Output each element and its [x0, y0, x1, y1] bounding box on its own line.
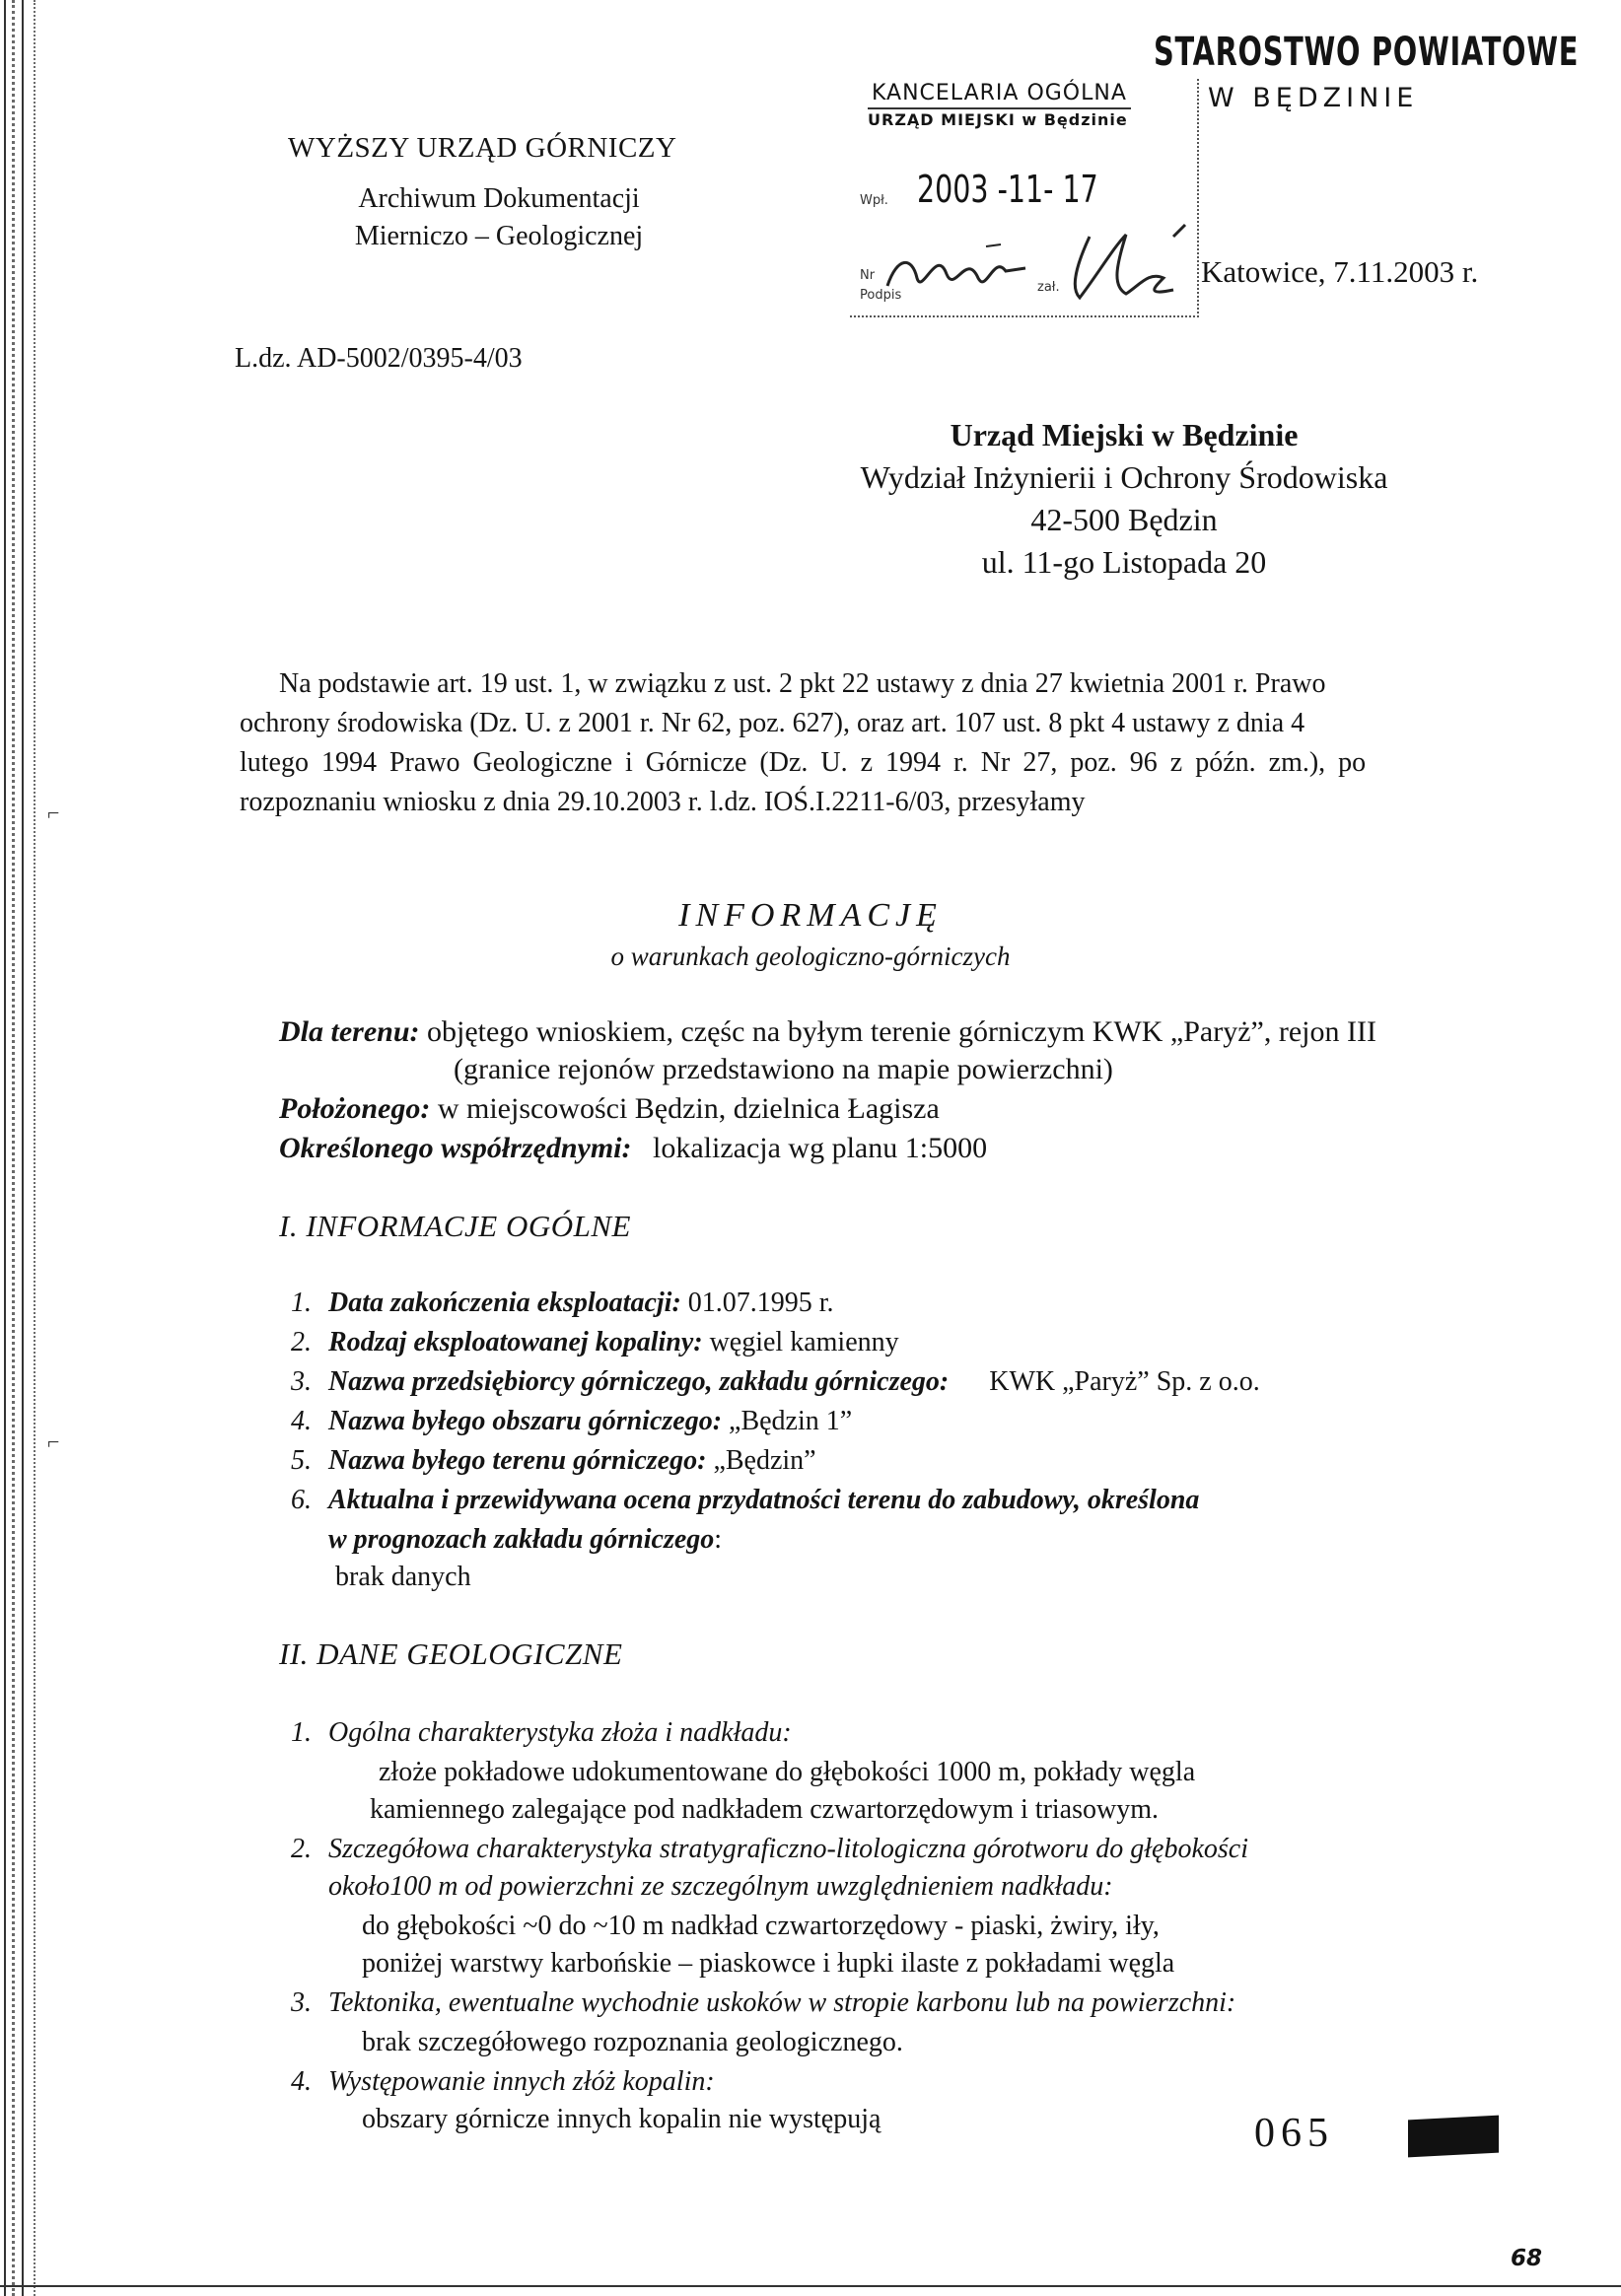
item-number: 2.	[291, 1327, 312, 1357]
item-label: Nazwa byłego terenu górniczego:	[328, 1445, 707, 1476]
stamp-starostwo: STAROSTWO POWIATOWE	[1154, 30, 1580, 75]
item-number: 1.	[291, 1287, 312, 1318]
handwritten-registry-signature	[868, 217, 1193, 306]
item-number: 3.	[291, 1987, 312, 2018]
registry-stamp-zal-label: zał.	[1037, 280, 1060, 295]
meta-polozenie-label: Położonego:	[279, 1092, 431, 1125]
intro-line-1: Na podstawie art. 19 ust. 1, w związku z ust. 2 pkt 22 ustawy z dnia 27 kwietnia 2001 r. Prawo	[279, 668, 1326, 699]
scan-mark: ⌐	[47, 1429, 60, 1454]
meta-wspolrzedne	[279, 1132, 987, 1165]
section-2-heading: II. DANE GEOLOGICZNE	[279, 1636, 623, 1671]
department-line-1: Archiwum Dokumentacji	[358, 183, 640, 214]
section-1-item-5	[291, 1445, 816, 1477]
item-value: węgiel kamienny	[709, 1327, 899, 1357]
section-2-item-2-value-1: do głębokości ~0 do ~10 m nadkład czwartorzędowy - piaski, żwiry, iły,	[362, 1911, 1160, 1941]
item-label: Rodzaj eksploatowanej kopaliny:	[328, 1327, 703, 1357]
meta-polozenie	[279, 1092, 940, 1126]
institution-name: WYŻSZY URZĄD GÓRNICZY	[288, 132, 677, 164]
meta-teren-value: objętego wnioskiem, częśc na byłym terenie górniczym KWK „Paryż”, rejon III	[427, 1015, 1376, 1048]
intro-line-2: ochrony środowiska (Dz. U. z 2001 r. Nr 62, poz. 627), oraz art. 107 ust. 8 pkt 4 ustawy z dnia 4	[240, 708, 1305, 738]
section-1-item-4	[291, 1406, 852, 1437]
meta-teren	[279, 1015, 1376, 1049]
document-title: INFORMACJĘ	[678, 897, 943, 934]
item-number: 5.	[291, 1445, 312, 1476]
addressee-postal: 42-500 Będzin	[1030, 502, 1218, 537]
meta-wspolrzedne-label: Określonego współrzędnymi:	[279, 1132, 632, 1164]
registry-stamp-podpis-label: Podpis	[860, 288, 902, 303]
archive-code: 065	[1254, 2111, 1334, 2156]
intro-line-3: lutego 1994 Prawo Geologiczne i Górnicze (Dz. U. z 1994 r. Nr 27, poz. 96 z późn. zm.), po	[240, 747, 1367, 778]
section-1-item-1	[291, 1287, 834, 1319]
item-value: 01.07.1995 r.	[687, 1287, 834, 1318]
section-2-item-2-continued	[328, 1871, 1113, 1903]
scan-edge-dots	[34, 0, 35, 2296]
scan-edge-dots	[12, 0, 15, 2296]
registry-stamp-nr-label: Nr	[860, 268, 876, 283]
section-1-item-2	[291, 1327, 899, 1358]
scan-edge-line	[4, 0, 6, 2296]
item-label: Występowanie innych złóż kopalin:	[328, 2066, 715, 2097]
section-1-item-3	[291, 1366, 1260, 1398]
intro-line-4: rozpoznaniu wniosku z dnia 29.10.2003 r. l.dz. IOŚ.I.2211-6/03, przesyłamy	[240, 787, 1086, 817]
item-label: Tektonika, ewentualne wychodnie uskoków w stropie karbonu lub na powierzchni:	[328, 1987, 1236, 2018]
section-2-item-1	[291, 1717, 792, 1749]
scan-mark: ⌐	[47, 800, 60, 825]
meta-teren-label: Dla terenu:	[279, 1015, 420, 1048]
item-number: 4.	[291, 2066, 312, 2097]
reference-number: L.dz. AD-5002/0395-4/03	[235, 343, 523, 374]
registry-stamp-title: KANCELARIA OGÓLNA	[868, 81, 1131, 109]
item-label: około100 m od powierzchni ze szczególnym uwzględnieniem nadkładu:	[328, 1871, 1113, 1902]
addressee-department: Wydział Inżynierii i Ochrony Środowiska	[860, 459, 1388, 495]
section-2-item-2-value-2: poniżej warstwy karbońskie – piaskowce i łupki ilaste z pokładami węgla	[362, 1948, 1175, 1979]
item-value: „Będzin 1”	[729, 1406, 853, 1436]
section-2-item-2	[291, 1834, 1248, 1865]
place-and-date: Katowice, 7.11.2003 r.	[1201, 254, 1479, 289]
item-label: Aktualna i przewidywana ocena przydatności terenu do zabudowy, określona	[328, 1485, 1200, 1515]
section-2-item-4	[291, 2066, 715, 2098]
addressee-office: Urząd Miejski w Będzinie	[950, 417, 1299, 452]
section-2-item-1-value-2: kamiennego zalegające pod nadkładem czwartorzędowym i triasowym.	[370, 1794, 1160, 1825]
section-2-item-3-value: brak szczegółowego rozpoznania geologicznego.	[362, 2027, 903, 2057]
item-label: Nazwa przedsiębiorcy górniczego, zakładu górniczego:	[328, 1366, 950, 1397]
section-2-item-4-value: obszary górnicze innych kopalin nie występują	[362, 2104, 881, 2134]
section-1-item-6	[291, 1485, 1199, 1516]
item-label: w prognozach zakładu górniczego	[328, 1524, 715, 1555]
addressee-street: ul. 11-go Listopada 20	[981, 544, 1267, 580]
item-label: Szczegółowa charakterystyka stratygraficzno-litologiczna górotworu do głębokości	[328, 1834, 1248, 1864]
registry-stamp-wpl-label: Wpł.	[860, 193, 888, 208]
stamp-w-bedzinie: W BĘDZINIE	[1208, 83, 1419, 113]
addressee-block	[769, 414, 1479, 584]
item-value: „Będzin”	[713, 1445, 816, 1476]
section-1-item-6-value: brak danych	[335, 1562, 471, 1592]
document-subtitle: o warunkach geologiczno-górniczych	[610, 941, 1011, 971]
department-line-2: Mierniczo – Geologicznej	[354, 221, 644, 251]
meta-wspolrzedne-value: lokalizacja wg planu 1:5000	[653, 1132, 988, 1164]
item-label-suffix: :	[714, 1524, 723, 1555]
item-number: 4.	[291, 1406, 312, 1436]
item-label: Ogólna charakterystyka złoża i nadkładu:	[328, 1717, 792, 1748]
section-2-item-1-value-1: złoże pokładowe udokumentowane do głębokości 1000 m, pokłady węgla	[379, 1757, 1196, 1787]
scan-bottom-rule	[0, 2285, 1621, 2287]
registry-stamp-date: 2003 -11- 17	[917, 168, 1098, 211]
item-number: 1.	[291, 1717, 312, 1748]
registry-stamp-office: URZĄD MIEJSKI w Będzinie	[868, 110, 1128, 129]
item-number: 3.	[291, 1366, 312, 1397]
redaction-mark	[1408, 2116, 1499, 2158]
page-number: 68	[1511, 2246, 1543, 2271]
item-label: Nazwa byłego obszaru górniczego:	[328, 1406, 723, 1436]
item-number: 2.	[291, 1834, 312, 1864]
item-label: Data zakończenia eksploatacji:	[328, 1287, 681, 1318]
meta-polozenie-value: w miejscowości Będzin, dzielnica Łagisza	[437, 1092, 940, 1125]
item-number: 6.	[291, 1485, 312, 1515]
section-1-item-6-continued	[328, 1524, 722, 1556]
section-2-item-3	[291, 1987, 1235, 2019]
meta-teren-value-2: (granice rejonów przedstawiono na mapie powierzchni)	[454, 1053, 1113, 1085]
section-1-heading: I. INFORMACJE OGÓLNE	[279, 1209, 631, 1243]
item-value: KWK „Paryż” Sp. z o.o.	[989, 1366, 1260, 1397]
scan-edge-line	[22, 0, 24, 2296]
